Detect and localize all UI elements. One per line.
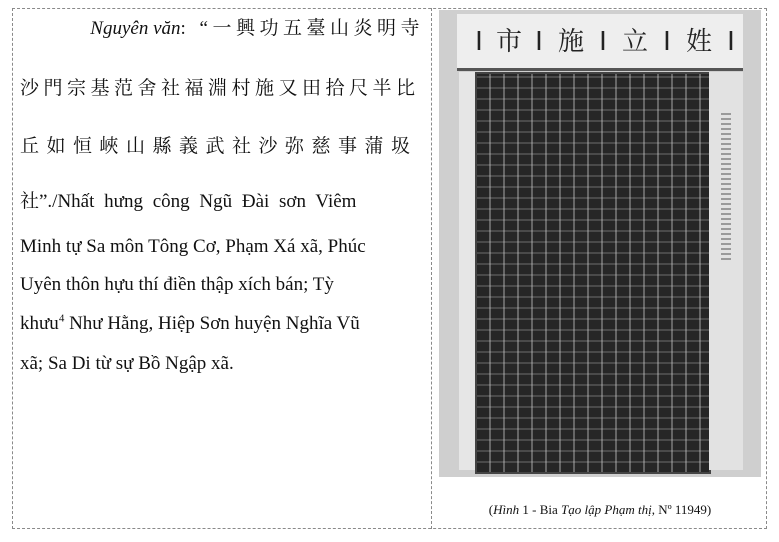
text-line-4: 社”./Nhất hưng công Ngũ Đài sơn Viêm xyxy=(20,191,357,212)
stele-border-left xyxy=(459,72,475,470)
side-annotation xyxy=(721,110,731,260)
header-glyph: 市 xyxy=(495,27,522,57)
footnote-ref[interactable]: 4 xyxy=(58,312,65,325)
header-glyph: I xyxy=(599,27,607,57)
han-text-line-2: 沙門宗基范舍社福淵村施又田拾尺半比 xyxy=(20,78,420,99)
header-glyph: 立 xyxy=(621,27,648,57)
header-glyph: I xyxy=(535,27,543,57)
header-glyph: 姓 xyxy=(685,27,712,57)
header-glyph: I xyxy=(727,27,735,57)
text-line-1 xyxy=(90,13,424,40)
text-line-7: khưu$^4$ Như Hằng, Hiệp Sơn huyện Nghĩa Vũ xyxy=(20,312,360,334)
header-glyph: I xyxy=(663,27,671,57)
han-text-line-1: : “一興功五臺山炎明寺 xyxy=(180,18,424,39)
figure-caption: (Hình 1 - Bia Tạo lập Phạm thị, Nº 11949) xyxy=(488,502,712,517)
header-glyph: 施 xyxy=(557,27,584,57)
han-text-line-3: 丘如恒峽山縣義武社沙弥慈事蒲圾 xyxy=(20,136,418,157)
stele-rubbing-image xyxy=(439,10,761,477)
stele-inscription xyxy=(475,72,711,474)
column-divider xyxy=(431,8,432,529)
original-label: Nguyên văn xyxy=(90,18,181,39)
text-line-8: xã; Sa Di từ sự Bồ Ngập xã. xyxy=(20,353,234,374)
stele-header xyxy=(457,14,743,71)
text-line-5: Minh tự Sa môn Tông Cơ, Phạm Xá xã, Phúc xyxy=(20,236,366,257)
text-line-6: Uyên thôn hựu thí điền thập xích bán; Tỳ xyxy=(20,274,334,295)
header-glyph: I xyxy=(475,27,483,57)
